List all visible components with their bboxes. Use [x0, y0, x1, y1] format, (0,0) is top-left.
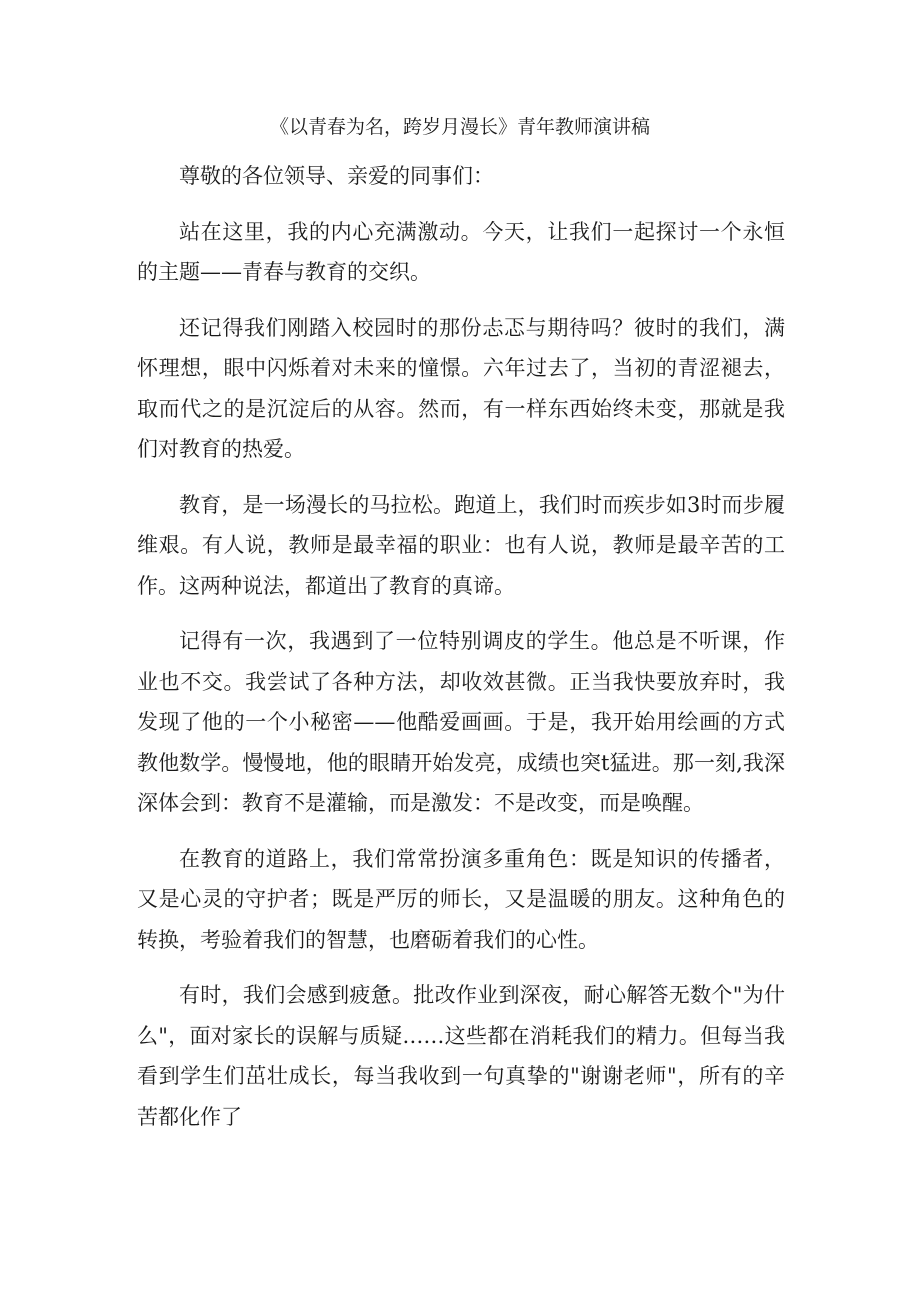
paragraph-memories: 还记得我们刚踏入校园时的那份忐忑与期待吗？彼时的我们，满怀理想，眼中闪烁着对未来的憧憬。六年过去了，当初的青涩褪去，取而代之的是沉淀后的从容。然而，有一样东西始终未变，那就是我们对教育的热爱。	[137, 315, 785, 461]
paragraph-fatigue: 有时，我们会感到疲惫。批改作业到深夜，耐心解答无数个"为什么"，面对家长的误解与质疑……这些都在消耗我们的精力。但每当我看到学生们茁壮成长，每当我收到一句真挚的"谢谢老师"，所有的辛苦都化作了	[137, 983, 785, 1129]
paragraph-student-story: 记得有一次，我遇到了一位特别调皮的学生。他总是不听课，作业也不交。我尝试了各种方法，却收效甚微。正当我快要放弃时，我发现了他的一个小秘密——他酷爱画画。于是，我开始用绘画的方式教他数学。慢慢地，他的眼睛开始发亮，成绩也突t猛进。那一刻,我深深体会到：教育不是灌输，而是激发：不是改变，而是唤醒。	[137, 629, 785, 815]
salutation: 尊敬的各位领导、亲爱的同事们：	[179, 164, 494, 188]
paragraph-opening: 站在这里，我的内心充满激动。今天，让我们一起探讨一个永恒的主题——青春与教育的交织。	[137, 219, 785, 284]
document-title: 《以青春为名，跨岁月漫长》青年教师演讲稿	[269, 116, 650, 138]
document-body	[137, 156, 785, 1152]
paragraph-marathon: 教育，是一场漫长的马拉松。跑道上，我们时而疾步如3时而步履维艰。有人说，教师是最幸福的职业：也有人说，教师是最辛苦的工作。这两种说法，都道出了教育的真谛。	[137, 492, 785, 598]
paragraph-roles: 在教育的道路上，我们常常扮演多重角色：既是知识的传播者，又是心灵的守护者；既是严厉的师长，又是温暖的朋友。这种角色的转换，考验着我们的智慧，也磨砺着我们的心性。	[137, 846, 785, 952]
